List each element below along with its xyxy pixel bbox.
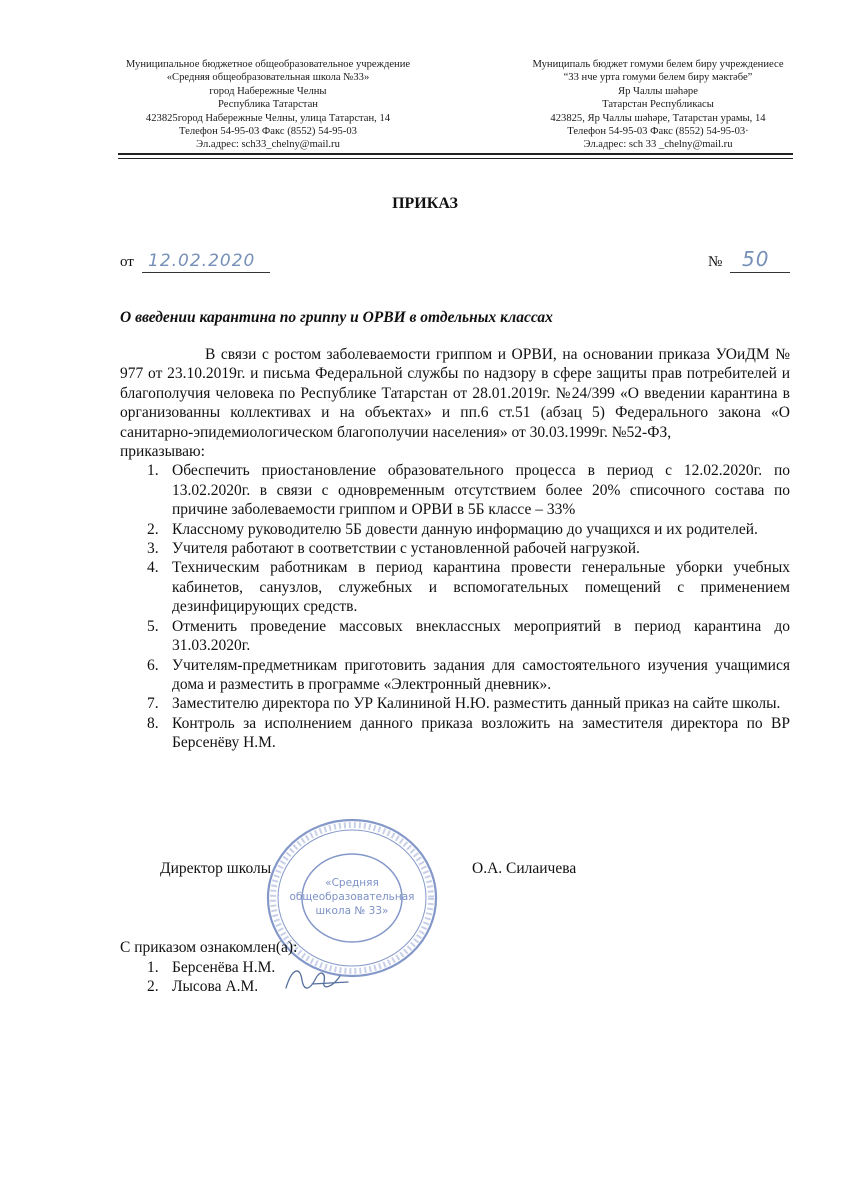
item-text: Классному руководителю 5Б довести данную информацию до учащихся и их родителей.	[172, 520, 758, 538]
signature-name: О.А. Силаичева	[472, 860, 577, 877]
header-right-line: Татарстан Республикасы	[602, 99, 714, 111]
order-item	[120, 539, 790, 558]
number-prefix: №	[708, 254, 723, 270]
header-right-line: 423825, Яр Чаллы шәһәре, Татарстан урамы, 14	[550, 112, 766, 124]
order-item	[120, 656, 790, 695]
order-word: приказываю:	[120, 443, 205, 461]
date-prefix: от	[120, 254, 134, 270]
header-left-line: Республика Татарстан	[218, 99, 318, 111]
ack-number: 2.	[147, 978, 159, 995]
number-field	[730, 247, 790, 273]
item-number: 4.	[147, 559, 159, 577]
item-number: 2.	[147, 520, 159, 538]
item-number: 6.	[147, 656, 159, 674]
header-right-line: Муниципаль бюджет гомуми белем биру учреждениесе	[532, 59, 784, 70]
header-divider-thin	[118, 158, 793, 159]
date-value: 12.02.2020	[148, 251, 256, 271]
header-left-block	[103, 58, 433, 152]
header-right-line: “33 нче урта гомуми белем биру мәктәбе”	[563, 72, 753, 84]
ack-number: 1.	[147, 958, 159, 976]
order-subject: О введении карантина по гриппу и ОРВИ в отдельных классах	[120, 309, 553, 326]
date-field	[142, 252, 270, 273]
order-items	[120, 461, 790, 752]
preamble: В связи с ростом заболеваемости гриппом и ОРВИ, на основании приказа УОиДМ № 977 от 23.10.2019г. и письма Федеральной службы по надзору в сфере защиты прав потребителей и благополучия человека по Республике Татарстан от 28.01.2019г. №24/399 «О введении карантина в организованны коллективах и на объектах» и пп.6 ст.51 (абзац 5) Федерального закона «О санитарно-эпидемиологическом благополучии населения» от 30.03.1999г. №52-ФЗ,	[120, 346, 790, 441]
ack-name: Лысова А.М.	[172, 978, 259, 995]
order-item	[120, 617, 790, 656]
svg-text:общеобразовательная: общеобразовательная	[289, 891, 415, 903]
header-right-line: Яр Чаллы шәһәре	[618, 85, 698, 97]
header-right-block	[493, 58, 823, 152]
signature-title: Директор школы	[160, 860, 272, 877]
item-text: Техническим работникам в период карантина провести генеральные уборки учебных кабинетов, санузлов, служебных и вспомогательных помещений с применением дезинфицирующих средств.	[172, 559, 790, 616]
item-number: 8.	[147, 714, 159, 732]
header-divider-thick	[118, 153, 793, 155]
ack-item	[120, 977, 297, 997]
item-text: Обеспечить приостановление образовательного процесса в период с 12.02.2020г. по 13.02.2020г. в связи с одновременным отсутствием более 20% списочного состава по причине заболеваемости гриппом и ОРВИ в 5Б классе – 33%	[172, 462, 790, 519]
ack-name: Берсенёва Н.М.	[172, 958, 276, 976]
item-number: 5.	[147, 617, 159, 635]
order-item	[120, 714, 790, 753]
item-text: Учителям-предметникам приготовить задания для самостоятельного изучения учащимися дома и разместить в программе «Электронный дневник».	[172, 656, 790, 693]
svg-text:школа № 33»: школа № 33»	[315, 905, 389, 917]
item-number: 1.	[147, 462, 159, 480]
header-left-line: Телефон 54-95-03 Факс (8552) 54-95-03	[179, 126, 357, 138]
ack-item	[120, 958, 297, 978]
handwritten-signature-icon	[282, 960, 352, 996]
date-number-line	[120, 247, 790, 276]
ack-list	[120, 958, 297, 997]
item-text: Учителя работают в соответствии с установленной рабочей нагрузкой.	[172, 540, 640, 558]
header-left-line: 423825город Набережные Челны, улица Татарстан, 14	[145, 112, 391, 124]
header-left-line: Эл.адрес: sch33_chelny@mail.ru	[196, 139, 340, 151]
header-right-line: Эл.адрес: sch 33 _chelny@mail.ru	[583, 139, 733, 151]
order-item	[120, 694, 790, 713]
item-text: Отменить проведение массовых внеклассных мероприятий в период карантина до 31.03.2020г.	[172, 617, 790, 655]
svg-text:«Средняя: «Средняя	[325, 877, 379, 889]
item-text: Контроль за исполнением данного приказа возложить на заместителя директора по ВР Берсенёву Н.М.	[172, 714, 790, 752]
item-text: Заместителю директора по УР Калининой Н.Ю. разместить данный приказ на сайте школы.	[172, 695, 781, 713]
item-number: 7.	[147, 695, 159, 713]
ack-heading: С приказом ознакомлен(а):	[120, 939, 298, 956]
header-left-line: Муниципальное бюджетное общеобразовательное учреждение	[125, 59, 411, 70]
order-item	[120, 558, 790, 616]
order-body	[120, 345, 790, 753]
item-number: 3.	[147, 540, 159, 558]
order-item	[120, 520, 790, 539]
acknowledgement-block	[120, 938, 297, 997]
order-item	[120, 461, 790, 519]
header-left-line: «Средняя общеобразовательная школа №33»	[166, 72, 370, 84]
number-value: 50	[742, 247, 770, 271]
header-left-line: город Набережные Челны	[209, 85, 327, 97]
header-right-line: Телефон 54-95-03 Факс (8552) 54-95-03·	[567, 126, 749, 138]
document-title: ПРИКАЗ	[392, 195, 458, 212]
